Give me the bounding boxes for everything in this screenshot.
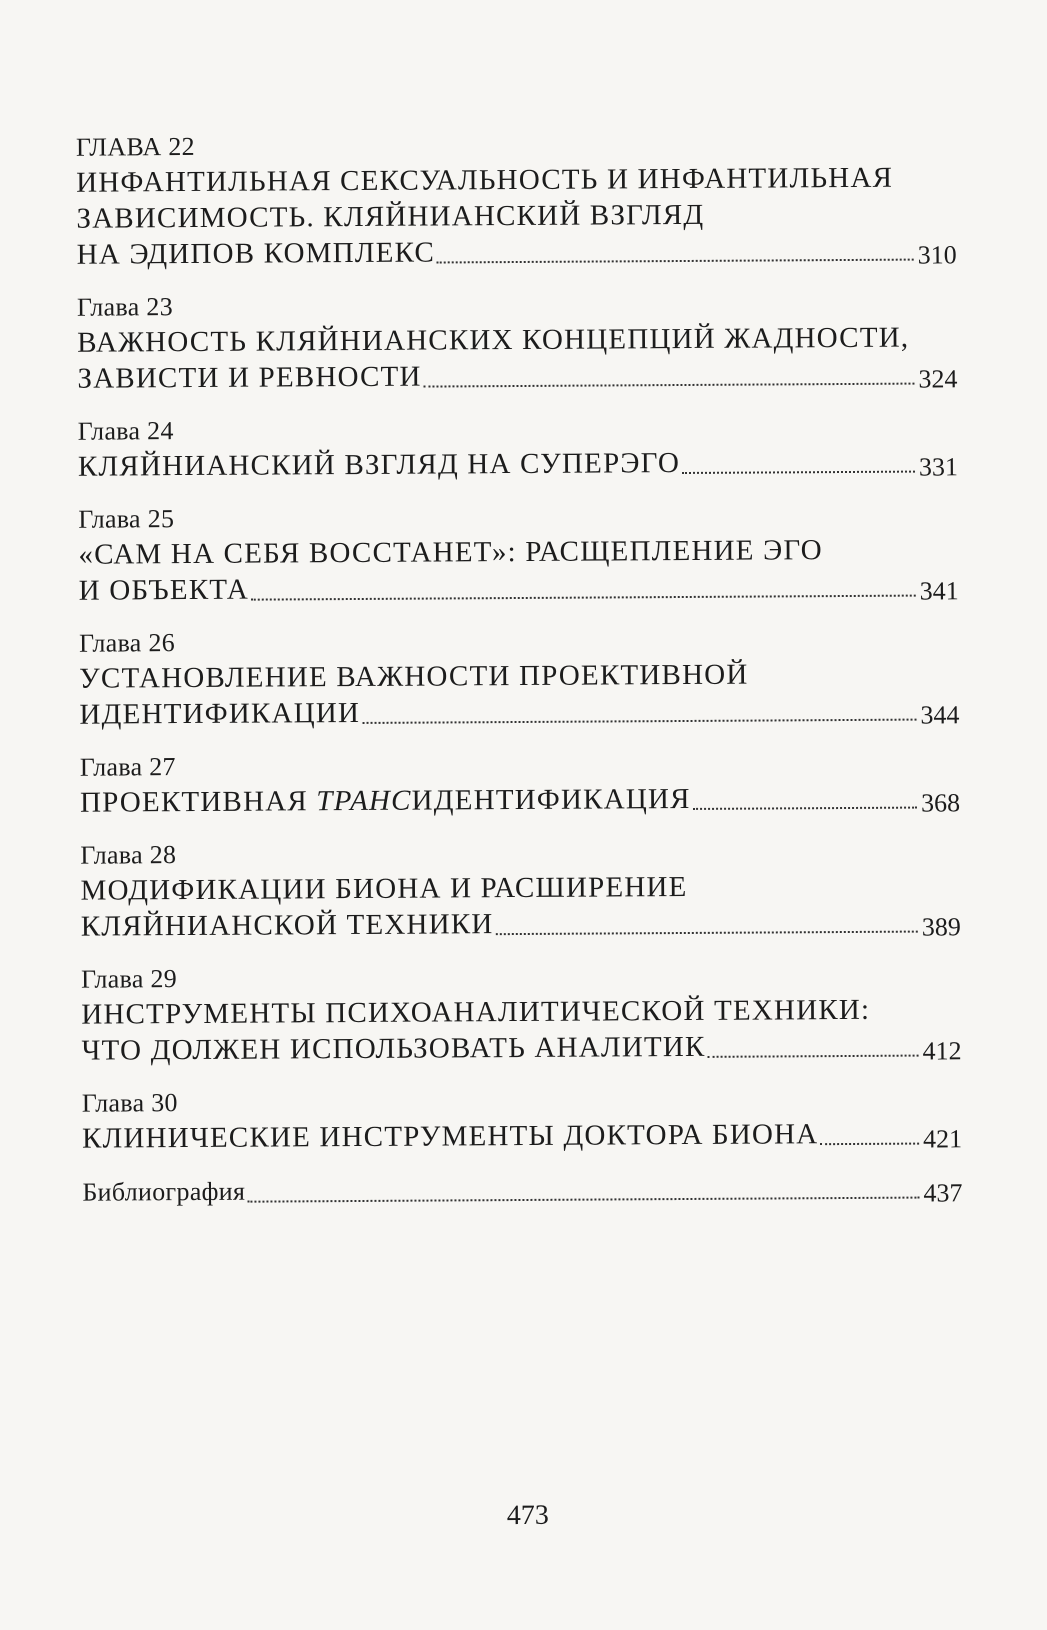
chapter-label: Глава 30 xyxy=(81,1088,178,1118)
chapter-title-text: ИДЕНТИФИКАЦИИ xyxy=(79,696,361,731)
chapter-label: Глава 24 xyxy=(77,416,174,446)
chapter-title-last-line xyxy=(81,903,961,944)
toc-entry-bibliography xyxy=(82,1169,962,1210)
dot-leader xyxy=(247,1197,919,1203)
chapter-title-text: И ОБЪЕКТА xyxy=(78,573,250,607)
chapter-title-line: ИНСТРУМЕНТЫ ПСИХОАНАЛИТИЧЕСКОЙ ТЕХНИКИ: xyxy=(81,993,871,1031)
toc-entry-chapter-27 xyxy=(80,745,960,820)
chapter-title-last-line xyxy=(77,231,957,272)
dot-leader xyxy=(693,807,917,810)
bibliography-label: Библиография xyxy=(82,1176,246,1207)
chapter-title-text: ЗАВИСТИ И РЕВНОСТИ xyxy=(77,360,422,395)
chapter-title-last-line xyxy=(80,779,960,820)
chapter-title-last-line xyxy=(77,355,957,396)
chapter-title-line: «САМ НА СЕБЯ ВОССТАНЕТ»: РАСЩЕПЛЕНИЕ ЭГО xyxy=(78,534,823,571)
toc-entry-chapter-23 xyxy=(77,285,958,396)
toc-entry-chapter-30 xyxy=(82,1081,962,1156)
page-number: 341 xyxy=(919,576,959,606)
page-number: 310 xyxy=(917,240,957,270)
title-italic-part: ТРАНС xyxy=(316,784,412,818)
dot-leader xyxy=(424,383,915,388)
dot-leader xyxy=(437,259,914,264)
page-number: 344 xyxy=(920,700,960,730)
toc-entry-chapter-28 xyxy=(80,833,961,944)
page-number: 437 xyxy=(923,1178,963,1208)
dot-leader xyxy=(362,719,916,724)
bibliography-line xyxy=(82,1169,962,1210)
page-number: 324 xyxy=(918,364,958,394)
page-number: 389 xyxy=(921,912,961,942)
chapter-label: ГЛАВА 22 xyxy=(75,131,195,162)
chapter-title-last-line xyxy=(78,443,958,484)
chapter-title-text: НА ЭДИПОВ КОМПЛЕКС xyxy=(76,236,436,271)
table-of-contents xyxy=(76,125,963,1228)
chapter-title-text: КЛЯЙНИАНСКИЙ ВЗГЛЯД НА СУПЕРЭГО xyxy=(77,447,681,483)
chapter-title-last-line xyxy=(81,1027,961,1068)
chapter-title-text: КЛЯЙНИАНСКОЙ ТЕХНИКИ xyxy=(80,908,494,943)
chapter-title-line: ИНФАНТИЛЬНАЯ СЕКСУАЛЬНОСТЬ И ИНФАНТИЛЬНАЯ xyxy=(76,161,894,199)
title-prefix: ПРОЕКТИВНАЯ xyxy=(79,785,317,819)
chapter-title-line: УСТАНОВЛЕНИЕ ВАЖНОСТИ ПРОЕКТИВНОЙ xyxy=(79,658,749,695)
toc-entry-chapter-29 xyxy=(81,957,962,1068)
page-number: 421 xyxy=(922,1124,963,1154)
chapter-label: Глава 27 xyxy=(79,752,176,782)
dot-leader xyxy=(820,1143,919,1146)
chapter-label: Глава 23 xyxy=(76,292,174,322)
toc-entry-chapter-25 xyxy=(78,497,959,608)
chapter-title-line: ЗАВИСИМОСТЬ. КЛЯЙНИАНСКИЙ ВЗГЛЯД xyxy=(76,198,705,235)
chapter-label: Глава 26 xyxy=(78,628,176,658)
title-suffix: ИДЕНТИФИКАЦИЯ xyxy=(411,782,691,817)
toc-entry-chapter-26 xyxy=(79,621,960,732)
dot-leader xyxy=(682,471,915,474)
chapter-title-line: МОДИФИКАЦИИ БИОНА И РАСШИРЕНИЕ xyxy=(80,870,688,907)
chapter-label: Глава 28 xyxy=(80,840,177,870)
chapter-title-line: ВАЖНОСТЬ КЛЯЙНИАНСКИХ КОНЦЕПЦИЙ ЖАДНОСТИ, xyxy=(77,321,910,359)
page-number: 368 xyxy=(920,788,961,818)
dot-leader xyxy=(708,1055,919,1058)
chapter-label: Глава 29 xyxy=(80,964,178,994)
page-folio-number: 473 xyxy=(506,1499,549,1532)
chapter-title-last-line xyxy=(82,1115,962,1156)
toc-entry-chapter-24 xyxy=(78,409,958,484)
chapter-title-text xyxy=(80,781,691,821)
page-number: 412 xyxy=(922,1036,962,1066)
chapter-label: Глава 25 xyxy=(78,504,175,534)
dot-leader xyxy=(496,931,918,936)
chapter-title-last-line xyxy=(79,567,959,608)
chapter-title-text: ЧТО ДОЛЖЕН ИСПОЛЬЗОВАТЬ АНАЛИТИК xyxy=(81,1030,706,1067)
toc-entry-chapter-22 xyxy=(76,125,957,272)
dot-leader xyxy=(251,595,916,601)
chapter-title-last-line xyxy=(79,691,959,732)
chapter-title-text: КЛИНИЧЕСКИЕ ИНСТРУМЕНТЫ ДОКТОРА БИОНА xyxy=(81,1118,819,1155)
page-number: 331 xyxy=(918,452,959,482)
